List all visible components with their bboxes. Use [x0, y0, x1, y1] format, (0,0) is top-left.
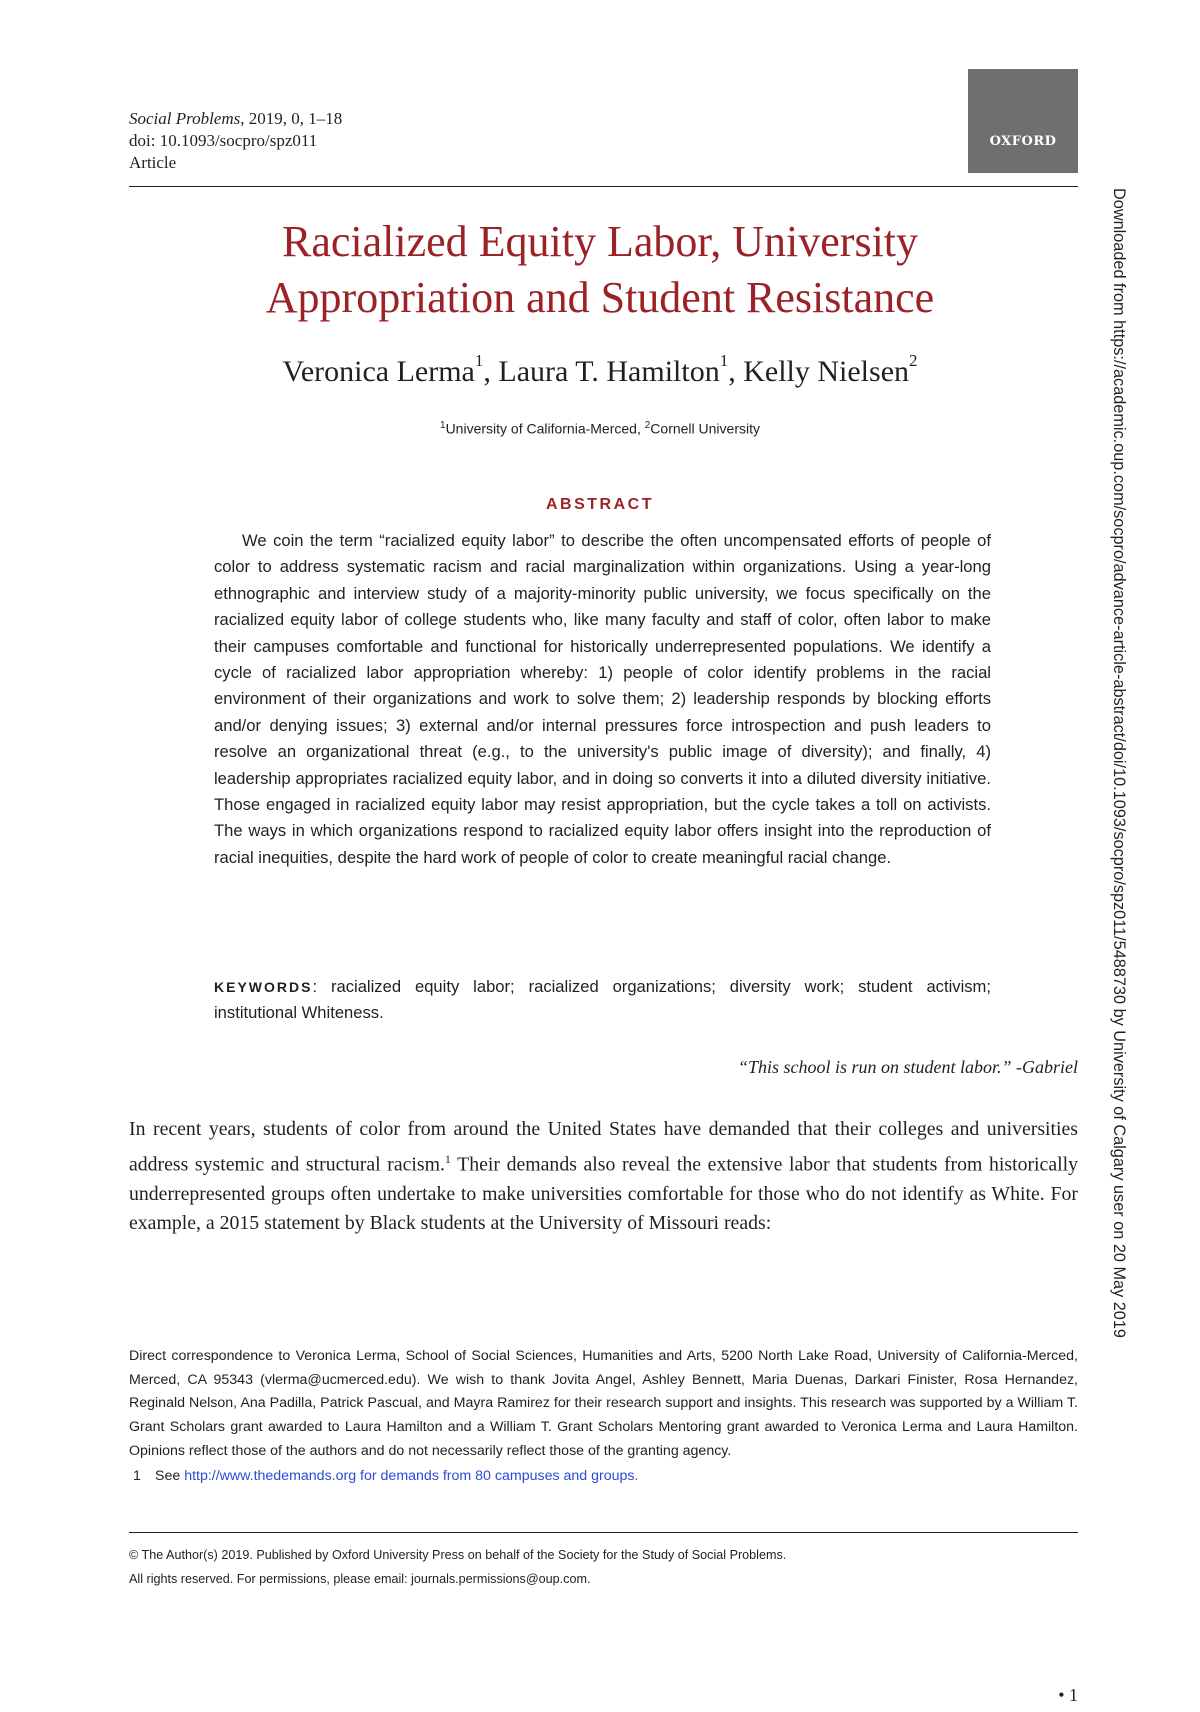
- title-line: Appropriation and Student Resistance: [265, 273, 935, 322]
- copyright-rule: [129, 1532, 1078, 1533]
- keywords-label: KEYWORDS: [214, 979, 313, 995]
- keywords-text: : racialized equity labor; racialized organizations; diversity work; student activism; institutional Whiteness.: [214, 977, 991, 1023]
- abstract-text: We coin the term “racialized equity labor” to describe the often uncompensated efforts of people of color to address systematic racism and racial marginalization within organizations. Using a year-long ethnographic and interview study of a majority-minority public university, we focus specifically on the racialized equity labor of college students who, like many faculty and staff of color, often labor to make their campuses comfortable and functional for historically underrepresented populations. We identify a cycle of racialized labor appropriation whereby: 1) people of color identify problems in the racial environment of their organizations and work to solve them; 2) leadership responds by blocking efforts and/or denying issues; 3) external and/or internal pressures force introspection and push leaders to resolve an organizational threat (e.g., to the university's public image of diversity); and finally, 4) leadership appropriates racialized equity labor, and in doing so converts it into a diluted diversity initiative. Those engaged in racialized equity labor may resist appropriation, but the cycle takes a toll on activists. The ways in which organizations respond to racialized equity labor offers insight into the reproduction of racial inequities, despite the hard work of people of color to create meaningful racial change.: [214, 531, 991, 867]
- footnote-ref[interactable]: 1: [444, 1151, 451, 1166]
- footnote-number: 1: [133, 1467, 141, 1484]
- download-watermark: Downloaded from https://academic.oup.com/socpro/advance-article-abstract/doi/10.1093/socpro/spz011/5488730 by University of Calgary user on 20 May 2019: [1110, 188, 1128, 1338]
- body-paragraph: In recent years, students of color from around the United States have demanded that their colleges and universities address systemic and structural racism.$^1$ Their demands also reveal the extensive labor that students from historically underrepresented groups often undertake to make universities comfortable for those who do not identify as White. For example, a 2015 statement by Black students at the University of Missouri reads:: [129, 1118, 1078, 1235]
- copyright-line: © The Author(s) 2019. Published by Oxford University Press on behalf of the Society for the Study of Social Problems.: [129, 1548, 787, 1562]
- affiliation: University of California-Merced,: [445, 420, 645, 437]
- journal-citation: Social Problems, 2019, 0, 1–18: [129, 109, 343, 128]
- article-type: Article: [129, 153, 177, 172]
- author-name: Veronica Lerma: [282, 355, 475, 388]
- footnote-link[interactable]: http://www.thedemands.org for demands from 80 campuses and groups.: [184, 1467, 639, 1484]
- article-title: [150, 214, 1050, 326]
- author-affil-marker: 2: [909, 351, 918, 370]
- journal-meta: [129, 108, 342, 174]
- affiliation: Cornell University: [650, 420, 760, 437]
- journal-doi: doi: 10.1093/socpro/spz011: [129, 131, 318, 150]
- footnotes: [129, 1345, 1078, 1488]
- header-rule: [129, 186, 1078, 187]
- abstract-heading: ABSTRACT: [546, 496, 654, 513]
- affiliations: $^1$University of California-Merced, $^2$Cornell University: [440, 420, 760, 437]
- author-affil-marker: 1: [719, 351, 729, 370]
- keywords: [214, 974, 991, 1027]
- footnote-1: 1 See http://www.thedemands.org for demands from 80 campuses and groups.: [129, 1465, 1078, 1489]
- author-name: Kelly Nielsen: [743, 355, 910, 388]
- author-list: Veronica Lerma$^1$, Laura T. Hamilton$^1$, Kelly Nielsen$^2$: [282, 351, 918, 388]
- permissions-line: All rights reserved. For permissions, please email: journals.permissions@oup.com.: [129, 1572, 591, 1586]
- title-line: Racialized Equity Labor, University: [281, 217, 919, 266]
- page-number: • 1: [1058, 1685, 1078, 1705]
- correspondence-note: Direct correspondence to Veronica Lerma, School of Social Sciences, Humanities and Arts, 5200 North Lake Road, University of California-Merced, Merced, CA 95343 (vlerma@ucmerced.edu). We wish to thank Jovita Angel, Ashley Bennett, Maria Duenas, Darkari Finister, Rosa Hernandez, Reginald Nelson, Ana Padilla, Patrick Pascual, and Mayra Ramirez for their research support and insights. This research was supported by a William T. Grant Scholars grant awarded to Laura Hamilton and a William T. Grant Scholars Mentoring grant awarded to Veronica Lerma and Laura Hamilton. Opinions reflect those of the authors and do not necessarily reflect those of the granting agency.: [129, 1348, 1078, 1459]
- author-name: Laura T. Hamilton: [498, 355, 720, 388]
- epigraph: “This school is run on student labor.” -Gabriel: [737, 1057, 1078, 1077]
- oxford-wordmark: OXFORD: [989, 134, 1057, 149]
- oxford-logo: [968, 69, 1078, 173]
- author-affil-marker: 1: [474, 351, 484, 370]
- copyright: [129, 1543, 1078, 1591]
